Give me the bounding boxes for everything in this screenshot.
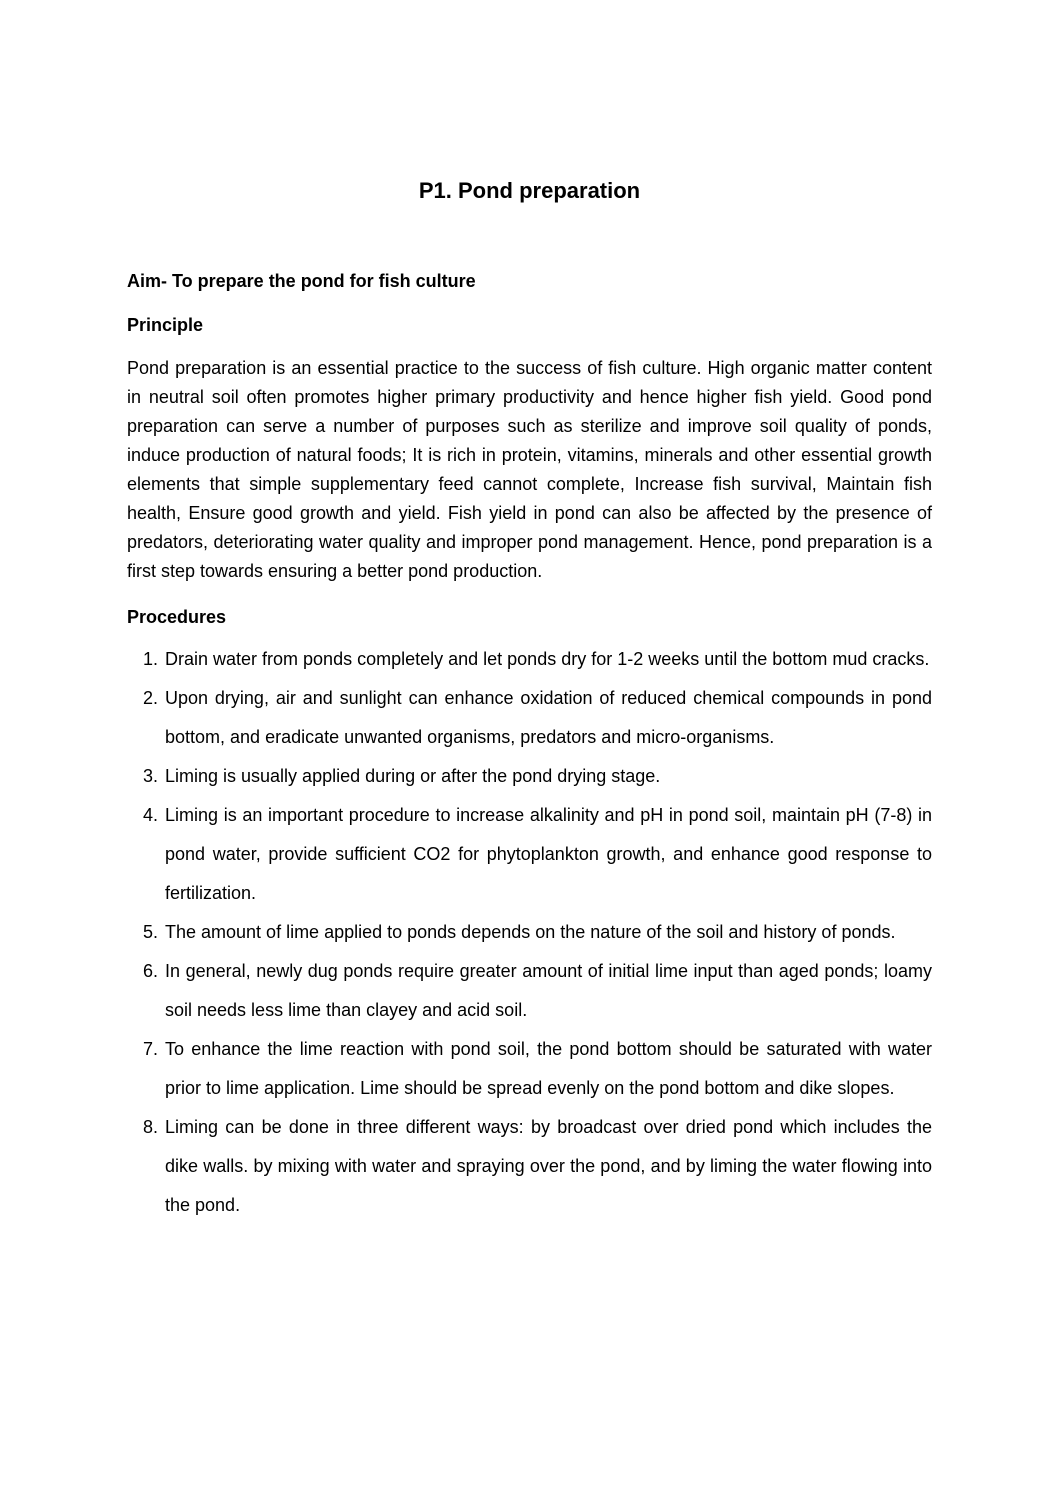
procedure-item: 8. Liming can be done in three different ways: by broadcast over dried pond which includes the dike walls. by mixing with water and spraying over the pond, and by liming the water flowing into the pond. [163, 1108, 932, 1225]
page-title: P1. Pond preparation [418, 178, 641, 203]
procedure-item: 7. To enhance the lime reaction with pond soil, the pond bottom should be saturated with water prior to lime application. Lime should be spread evenly on the pond bottom and dike slopes. [163, 1030, 932, 1108]
principle-paragraph: Pond preparation is an essential practice to the success of fish culture. High organic matter content in neutral soil often promotes higher primary productivity and hence higher fish yield. Good pond preparation can serve a number of purposes such as sterilize and improve soil quality of ponds, induce production of natural foods; It is rich in protein, vitamins, minerals and other essential growth elements that simple supplementary feed cannot complete, Increase fish survival, Maintain fish health, Ensure good growth and yield. Fish yield in pond can also be affected by the presence of predators, deteriorating water quality and improper pond management. Hence, pond preparation is a first step towards ensuring a better pond production. [127, 358, 932, 581]
aim-heading: Aim- To prepare the pond for fish culture [127, 271, 476, 291]
procedure-item: 5. The amount of lime applied to ponds depends on the nature of the soil and history of ponds. [163, 913, 932, 952]
procedure-item: 1. Drain water from ponds completely and let ponds dry for 1-2 weeks until the bottom mud cracks. [163, 640, 932, 679]
procedure-item: 2. Upon drying, air and sunlight can enhance oxidation of reduced chemical compounds in pond bottom, and eradicate unwanted organisms, predators and micro-organisms. [163, 679, 932, 757]
procedure-item: 6. In general, newly dug ponds require greater amount of initial lime input than aged ponds; loamy soil needs less lime than clayey and acid soil. [163, 952, 932, 1030]
procedure-item: 3. Liming is usually applied during or after the pond drying stage. [163, 757, 932, 796]
procedure-item: 4. Liming is an important procedure to increase alkalinity and pH in pond soil, maintain pH (7-8) in pond water, provide sufficient CO2 for phytoplankton growth, and enhance good response to fertilization. [163, 796, 932, 913]
procedures-list [127, 640, 932, 1225]
procedures-heading: Procedures [127, 607, 227, 627]
principle-heading: Principle [127, 315, 204, 335]
